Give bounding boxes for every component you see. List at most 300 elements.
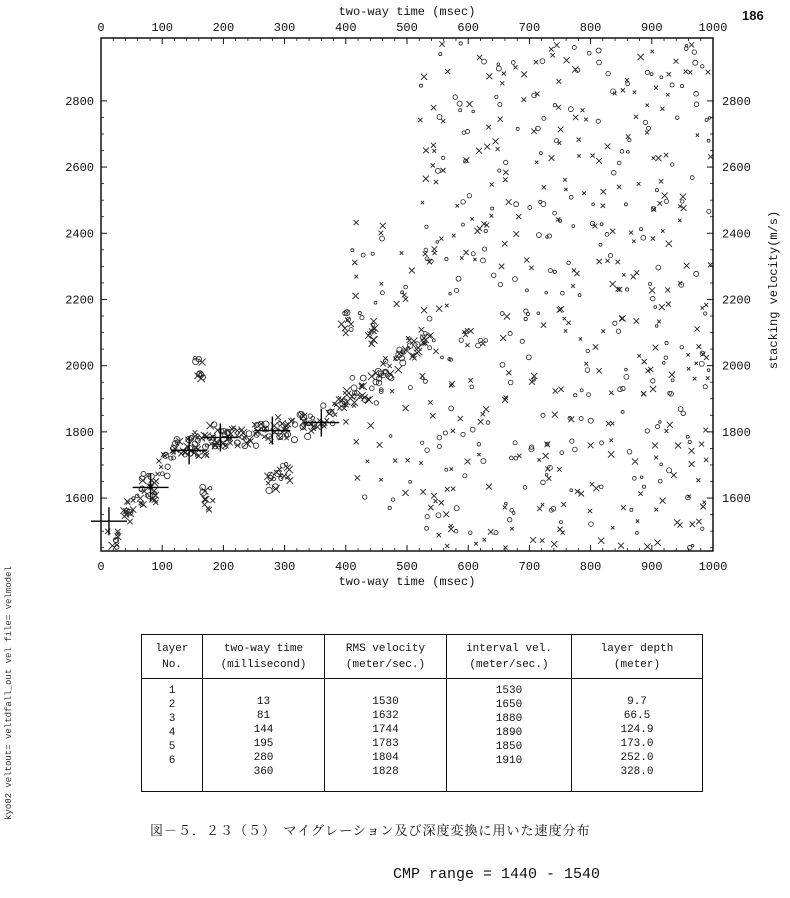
scatter-point [669, 372, 675, 378]
y-tick-label-left-0: 1600 [65, 492, 94, 507]
scatter-point [696, 519, 701, 524]
scatter-point [459, 109, 462, 112]
scatter-point [649, 287, 655, 293]
scatter-point [706, 70, 711, 75]
scatter-point [620, 149, 624, 153]
scatter-point [541, 413, 545, 417]
scatter-point [380, 236, 385, 241]
table-cell-layer-no: 1 [168, 685, 176, 697]
scatter-point [202, 496, 208, 502]
scatter-point [568, 107, 573, 112]
scatter-point [491, 207, 494, 210]
scatter-point [436, 241, 439, 244]
scatter-point [681, 411, 685, 415]
scatter-point [697, 344, 702, 349]
table-cell-layer-no: 3 [168, 713, 176, 725]
scatter-point [619, 315, 625, 321]
col-interval-vel [447, 635, 572, 791]
scatter-point [508, 331, 512, 335]
scatter-point [680, 194, 686, 200]
scatter-point [449, 406, 454, 411]
scatter-point [507, 518, 511, 522]
scatter-point [541, 322, 546, 327]
scatter-point [596, 368, 601, 373]
scatter-point [425, 515, 429, 519]
scatter-point [423, 379, 427, 383]
scatter-point [483, 406, 489, 412]
scatter-point [439, 53, 442, 56]
scatter-point [500, 81, 504, 85]
scatter-point [525, 289, 528, 292]
scatter-point [662, 193, 668, 199]
scatter-point [587, 393, 591, 397]
scatter-point [137, 495, 144, 502]
scatter-point [695, 362, 698, 365]
scatter-point [621, 410, 624, 413]
scatter-point [664, 153, 668, 157]
scatter-point [660, 107, 664, 111]
side-note: kyo02 veltout= veltdfall_out vel file= velmodel [4, 566, 14, 820]
scatter-point [667, 72, 671, 76]
scatter-point [617, 185, 621, 189]
scatter-point [674, 519, 680, 525]
scatter-point [437, 533, 442, 538]
scatter-point [664, 199, 668, 203]
scatter-point [601, 189, 606, 194]
scatter-point [541, 503, 544, 506]
scatter-point [465, 343, 469, 347]
table-cell-layer-depth: 66.5 [623, 710, 651, 722]
scatter-point [707, 369, 710, 372]
col-layer-no [142, 635, 203, 791]
scatter-point [651, 379, 655, 383]
scatter-point [473, 258, 476, 261]
scatter-point [662, 362, 665, 365]
scatter-point [601, 329, 605, 333]
x-tick-label-top-3: 300 [273, 21, 296, 35]
scatter-point [403, 297, 408, 302]
y-tick-label-right-0: 1600 [722, 492, 751, 507]
scatter-point [484, 339, 488, 343]
scatter-point [457, 101, 462, 106]
scatter-point [156, 458, 161, 463]
scatter-point [600, 223, 603, 226]
scatter-point [374, 401, 378, 405]
x-tick-label-bottom-4: 400 [334, 560, 357, 574]
scatter-point [563, 317, 566, 320]
scatter-point [611, 422, 614, 425]
scatter-point [707, 209, 711, 213]
scatter-point [445, 544, 449, 548]
scatter-point [338, 321, 345, 328]
scatter-point [153, 478, 159, 484]
scatter-point [557, 527, 562, 532]
scatter-point [636, 519, 639, 522]
scatter-point [520, 339, 524, 343]
scatter-point [534, 60, 538, 64]
scatter-point [655, 155, 661, 161]
scatter-point [643, 120, 647, 124]
scatter-point [561, 531, 565, 535]
scatter-point [524, 317, 527, 320]
scatter-point [443, 511, 449, 517]
scatter-point [454, 288, 458, 292]
y-tick-label-right-4: 2400 [722, 227, 751, 242]
scatter-point [418, 118, 422, 122]
table-cell-rms-velocity: 1530 [372, 696, 399, 708]
scatter-point [561, 291, 565, 295]
scatter-point [468, 531, 472, 535]
scatter-point [579, 417, 583, 421]
scatter-point [688, 440, 691, 443]
scatter-point [454, 506, 459, 511]
x-tick-label-bottom-5: 500 [396, 560, 418, 574]
scatter-point [523, 486, 527, 490]
x-tick-label-bottom-1: 100 [151, 560, 174, 574]
scatter-point [625, 368, 628, 371]
scatter-point [540, 538, 544, 542]
scatter-point [433, 349, 438, 354]
scatter-point [694, 102, 698, 106]
y-tick-label-left-6: 2800 [65, 94, 94, 109]
scatter-point [367, 422, 373, 428]
scatter-point [666, 302, 671, 307]
scatter-point [496, 66, 501, 71]
scatter-point [462, 131, 466, 135]
scatter-point [370, 336, 378, 344]
scatter-point [687, 545, 691, 549]
scatter-point [481, 412, 485, 416]
scatter-point [358, 312, 361, 315]
scatter-point [486, 125, 491, 130]
scatter-point [664, 356, 668, 360]
scatter-point [606, 421, 611, 426]
table-cell-two-way-time: 195 [253, 738, 274, 750]
scatter-point [350, 375, 355, 380]
scatter-point [434, 180, 438, 184]
scatter-point [363, 495, 367, 499]
scatter-point [708, 117, 711, 120]
scatter-point [637, 182, 641, 186]
scatter-point [456, 276, 461, 281]
scatter-point [551, 53, 555, 57]
table-cell-layer-depth: 328.0 [620, 766, 654, 778]
scatter-point [570, 489, 573, 492]
x-tick-label-bottom-6: 600 [457, 560, 480, 574]
scatter-point [650, 73, 653, 76]
scatter-point [443, 431, 447, 435]
scatter-point [600, 441, 604, 445]
scatter-point [503, 177, 508, 182]
scatter-point [549, 155, 555, 161]
scatter-point [199, 359, 206, 366]
scatter-point [463, 474, 467, 478]
scatter-point [498, 102, 502, 106]
scatter-point [428, 346, 432, 350]
scatter-point [377, 442, 383, 448]
scatter-point [504, 502, 507, 505]
scatter-point [601, 203, 606, 208]
scatter-point [619, 316, 624, 321]
scatter-point [567, 261, 571, 265]
scatter-point [638, 492, 642, 496]
scatter-point [689, 448, 695, 454]
scatter-point [690, 521, 696, 527]
scatter-point [402, 293, 406, 297]
scatter-point [597, 60, 602, 65]
scatter-point [205, 453, 209, 457]
scatter-point [564, 329, 567, 332]
table-cell-two-way-time: 280 [253, 752, 274, 764]
scatter-point [441, 356, 444, 359]
scatter-point [419, 84, 422, 87]
scatter-point [493, 138, 499, 144]
scatter-point [549, 47, 553, 51]
scatter-point [445, 304, 449, 308]
scatter-point [704, 458, 709, 463]
scatter-point [424, 248, 428, 252]
scatter-point [570, 439, 574, 443]
scatter-point [572, 45, 576, 49]
scatter-point [432, 251, 436, 255]
scatter-point [481, 459, 486, 464]
scatter-point [431, 105, 436, 110]
scatter-point [502, 397, 508, 403]
scatter-point [537, 506, 542, 511]
scatter-point [605, 232, 609, 236]
header-meter: (meter) [613, 659, 661, 671]
scatter-point [599, 243, 602, 246]
y-tick-label-left-2: 2000 [65, 359, 94, 374]
scatter-point [684, 69, 688, 73]
table-cell-interval-vel: 1530 [495, 685, 523, 697]
scatter-point [659, 179, 663, 183]
scatter-point [573, 115, 579, 121]
scatter-point [428, 400, 433, 405]
scatter-point [468, 378, 473, 383]
scatter-point [394, 301, 400, 307]
scatter-point [445, 69, 450, 74]
scatter-point [558, 387, 563, 392]
scatter-point [580, 389, 583, 392]
scatter-point [634, 115, 638, 119]
x-tick-label-bottom-3: 300 [273, 560, 296, 574]
scatter-point [584, 118, 588, 122]
scatter-point [597, 259, 602, 264]
scatter-point [458, 416, 463, 421]
scatter-point [486, 421, 490, 425]
scatter-point [590, 482, 594, 486]
scatter-point [630, 508, 633, 511]
header-layer-depth: layer depth [600, 643, 674, 655]
scatter-point [460, 256, 463, 259]
scatter-point [566, 321, 570, 325]
scatter-point [348, 321, 354, 327]
scatter-point [408, 386, 412, 390]
scatter-point [371, 252, 374, 255]
table-cell-rms-velocity: 1783 [372, 738, 399, 750]
scatter-point [500, 335, 506, 341]
scatter-point [474, 542, 478, 546]
scatter-point [680, 345, 684, 349]
scatter-point [522, 97, 527, 102]
scatter-point [409, 268, 415, 274]
scatter-point [598, 538, 604, 544]
scatter-point [419, 461, 422, 464]
scatter-point [368, 373, 375, 380]
scatter-point [352, 293, 358, 299]
scatter-point [701, 306, 704, 309]
scatter-point [690, 176, 694, 180]
scatter-point [704, 303, 708, 307]
scatter-point [516, 127, 519, 130]
scatter-point [627, 449, 632, 454]
scatter-point [404, 285, 408, 289]
scatter-point [656, 265, 661, 270]
plot-frame [101, 38, 713, 551]
scatter-point [432, 339, 435, 342]
y-tick-label-right-5: 2600 [722, 161, 751, 176]
scatter-point [596, 48, 601, 53]
scatter-point [671, 163, 674, 166]
scatter-point [390, 389, 394, 393]
scatter-point [581, 108, 585, 112]
x-tick-label-top-6: 600 [457, 21, 480, 35]
scatter-point [671, 472, 677, 478]
y-tick-label-right-1: 1800 [722, 425, 751, 440]
scatter-point [425, 526, 429, 530]
x-tick-label-top-7: 700 [518, 21, 541, 35]
x-tick-label-bottom-10: 1000 [698, 560, 728, 574]
scatter-point [651, 50, 654, 53]
col-rms-velocity [325, 635, 447, 791]
scatter-point [471, 217, 474, 220]
x-axis-label-top: two-way time (msec) [338, 5, 476, 19]
scatter-point [687, 353, 690, 356]
scatter-point [678, 281, 682, 285]
scatter-point [361, 253, 365, 257]
scatter-point [634, 318, 639, 323]
scatter-point [680, 84, 683, 87]
scatter-point [526, 355, 531, 360]
scatter-point [355, 475, 360, 480]
scatter-point [388, 364, 392, 368]
scatter-point [655, 425, 659, 429]
scatter-point [632, 240, 635, 243]
scatter-point [693, 377, 697, 381]
header-layer: layer [155, 643, 189, 655]
scatter-point [291, 437, 297, 443]
scatter-point [421, 307, 427, 313]
scatter-point [707, 139, 710, 142]
scatter-point [472, 110, 475, 113]
table-cell-layer-no: 5 [168, 741, 176, 753]
scatter-point [700, 504, 706, 510]
scatter-point [343, 419, 348, 424]
scatter-point [537, 312, 540, 315]
scatter-point [172, 456, 176, 460]
scatter-point [354, 220, 359, 225]
scatter-point [641, 235, 646, 240]
scatter-point [627, 150, 630, 153]
scatter-point [380, 282, 384, 286]
table-cell-two-way-time: 13 [256, 696, 271, 708]
scatter-point [696, 133, 699, 136]
scatter-point [419, 327, 425, 333]
scatter-point [513, 231, 519, 237]
scatter-point [500, 312, 504, 316]
scatter-point [632, 458, 638, 464]
scatter-point [330, 421, 335, 426]
scatter-point [577, 137, 581, 141]
scatter-point [463, 250, 468, 255]
scatter-point [512, 511, 515, 514]
header-interval-unit: (meter/sec.) [469, 659, 549, 671]
scatter-point [692, 50, 696, 54]
scatter-point [528, 206, 532, 210]
scatter-point [477, 442, 481, 446]
scatter-point [618, 387, 623, 392]
scatter-point [548, 269, 552, 273]
scatter-point [321, 403, 326, 408]
scatter-point [275, 414, 281, 420]
scatter-point [632, 476, 636, 480]
table-cell-layer-depth: 124.9 [620, 724, 654, 736]
scatter-point [502, 71, 506, 75]
table-cell-layer-depth: 9.7 [627, 696, 647, 708]
scatter-point [572, 225, 575, 228]
scatter-point [451, 487, 455, 491]
scatter-point [608, 451, 614, 457]
y-tick-label-left-3: 2200 [65, 293, 94, 308]
scatter-point [495, 95, 498, 98]
scatter-point [423, 176, 429, 182]
scatter-point [551, 541, 557, 547]
scatter-point [592, 203, 595, 206]
scatter-point [703, 501, 706, 504]
scatter-point [703, 385, 707, 389]
scatter-point [482, 59, 487, 64]
scatter-point [645, 70, 649, 74]
scatter-point [342, 325, 348, 331]
scatter-point [498, 169, 501, 172]
scatter-point [467, 194, 471, 198]
scatter-point [660, 463, 663, 466]
scatter-point [439, 500, 444, 505]
scatter-point [657, 320, 661, 324]
scatter-point [351, 249, 354, 252]
scatter-point [552, 412, 558, 418]
scatter-point [436, 306, 442, 312]
scatter-point [606, 71, 610, 75]
scatter-point [253, 443, 258, 448]
scatter-point [624, 203, 627, 206]
scatter-point [165, 464, 170, 469]
scatter-point [585, 368, 590, 373]
scatter-point [445, 487, 450, 492]
scatter-point [456, 204, 459, 207]
scatter-point [421, 201, 424, 204]
scatter-point [449, 467, 453, 471]
scatter-point [366, 460, 369, 463]
scatter-point [593, 344, 598, 349]
scatter-point [625, 78, 629, 82]
scatter-point [573, 447, 578, 452]
scatter-point [655, 325, 658, 328]
scatter-point [610, 281, 616, 287]
scatter-point [706, 376, 710, 380]
scatter-point [654, 508, 658, 512]
